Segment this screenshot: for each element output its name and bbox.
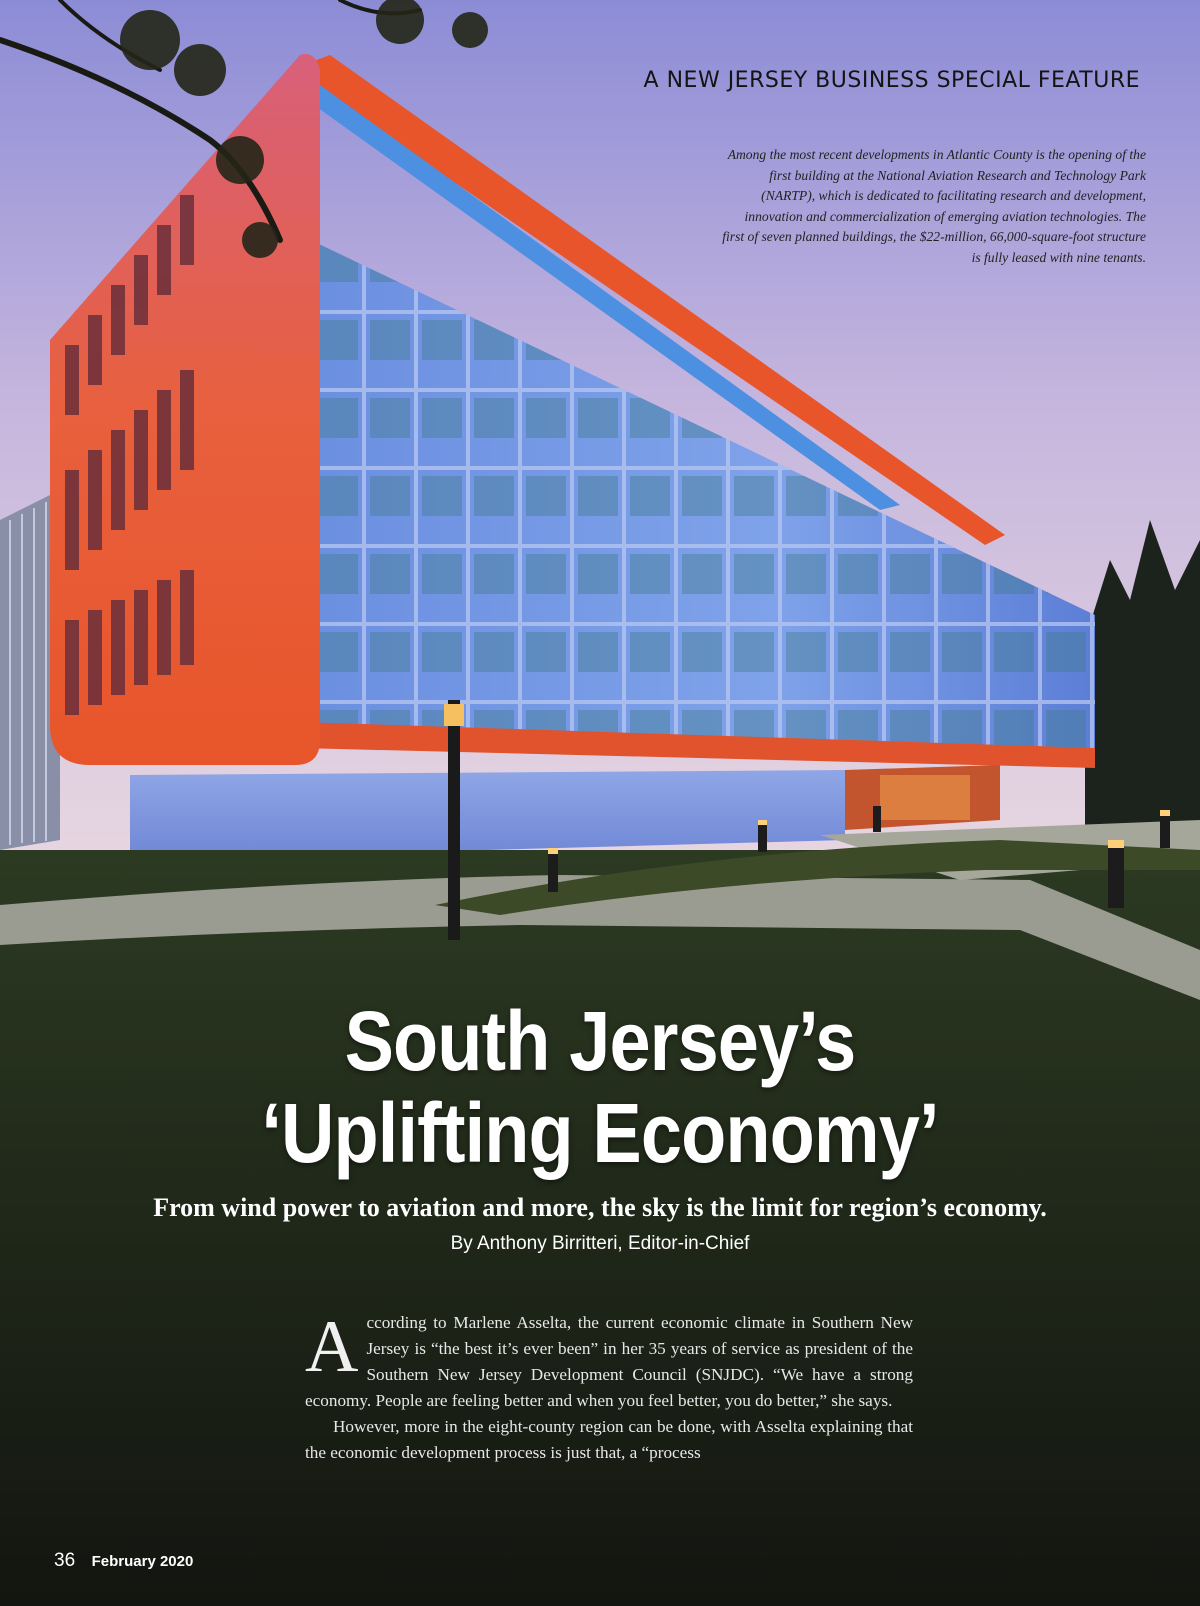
article-body <box>305 1306 913 1466</box>
headline-line-1: South Jersey’s <box>344 994 856 1088</box>
article-headline <box>107 995 1093 1179</box>
body-paragraph-1 <box>305 1306 913 1414</box>
article-deck: From wind power to aviation and more, the sky is the limit for region’s economy. <box>153 1193 1047 1222</box>
headline-line-2: ‘Uplifting Economy’ <box>261 1086 939 1180</box>
issue-date: February 2020 <box>91 1553 194 1570</box>
body-paragraph-2: However, more in the eight-county region can be done, with Asselta explaining that the economic development process is just that, a “process <box>305 1417 913 1462</box>
article-byline: By Anthony Birritteri, Editor-in-Chief <box>450 1233 750 1254</box>
section-kicker: A NEW JERSEY BUSINESS SPECIAL FEATURE <box>643 68 1140 93</box>
photo-caption: Among the most recent developments in Atlantic County is the opening of the first building at the National Aviation Research and Technology Park (NARTP), which is dedicated to facilitating research and development, innovation and commercialization of emerging aviation technologies. The first of seven planned buildings, the $22-million, 66,000-square-foot structure is fully leased with nine tenants. <box>722 147 1146 265</box>
page-footer <box>54 1550 193 1572</box>
paragraph-1-text: ccording to Marlene Asselta, the current economic climate in Southern New Jersey is “the best it’s ever been” in her 35 years of service as president of the Southern New Jersey Development Council (SNJDC). “We have a strong economy. People are feeling better and when you feel better, you do better,” she says. <box>305 1313 913 1410</box>
drop-cap: A <box>305 1306 359 1388</box>
page-number: 36 <box>54 1550 76 1571</box>
